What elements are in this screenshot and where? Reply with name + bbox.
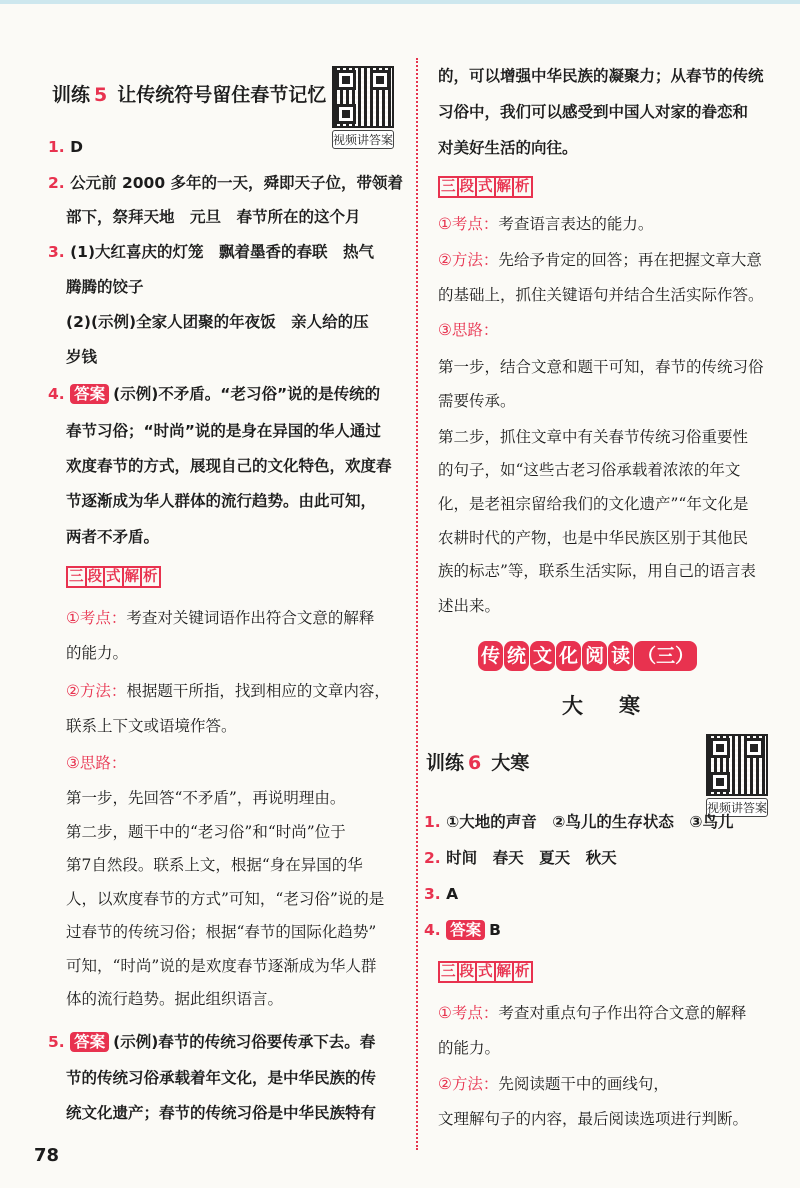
analysis-point: 的能力。: [438, 1039, 501, 1057]
analysis-method: 文理解句子的内容，最后阅读选项进行判断。: [438, 1110, 749, 1128]
title-number: 6: [468, 752, 482, 774]
handwritten-line: 的句子，如“这些古老习俗承载着浓浓的年文: [438, 461, 741, 479]
answer-badge: 答案: [70, 384, 109, 404]
analysis-method: ②方法：先阅读题干中的画线句，: [438, 1075, 669, 1093]
answer-line: 欢度春节的方式，展现自己的文化特色，欢度春: [66, 457, 392, 475]
handwritten-line: 第二步，抓住文章中有关春节传统习俗重要性: [438, 428, 749, 446]
section-subtitle: 大寒: [562, 694, 676, 718]
answer-line: 4. 答案 (示例)不矛盾。“老习俗”说的是传统的: [48, 385, 381, 403]
qr-code-left[interactable]: [332, 66, 394, 149]
answer-line: 3. (1)大红喜庆的灯笼 飘着墨香的春联 热气: [48, 243, 375, 261]
top-edge-bar: [0, 0, 800, 4]
analysis-point: 的能力。: [66, 644, 129, 662]
answer-line: 岁钱: [66, 348, 98, 366]
answer-line: 4. 答案 B: [424, 921, 501, 939]
answer-line: (2)(示例)全家人团聚的年夜饭 亲人给的压: [66, 313, 369, 331]
answer-line: 节的传统习俗承载着年文化，是中华民族的传: [66, 1069, 377, 1087]
answer-line: 对美好生活的向往。: [438, 139, 578, 157]
handwritten-line: 人，以欢度春节的方式”可知，“老习俗”说的是: [66, 890, 385, 908]
analysis-method: ②方法：根据题干所指，找到相应的文章内容，: [66, 682, 390, 700]
qr-label: 视频讲答案: [332, 130, 394, 149]
handwritten-line: 族的标志”等，联系生活实际，用自己的语言表: [438, 562, 756, 580]
handwritten-line: 第7自然段。联系上文，根据“身在异国的华: [66, 856, 363, 874]
analysis-method: ②方法：先给予肯定的回答；再在把握文章大意: [438, 251, 762, 269]
answer-badge: 答案: [446, 920, 485, 940]
answer-line: 2. 时间 春天 夏天 秋天: [424, 849, 617, 867]
title-prefix: 训练: [52, 84, 91, 106]
handwritten-line: 述出来。: [438, 597, 501, 615]
handwritten-line: 可知，“时尚”说的是欢度春节逐渐成为华人群: [66, 957, 377, 975]
qr-code-icon: [332, 66, 394, 128]
answer-line: 5. 答案 (示例)春节的传统习俗要传承下去。春: [48, 1033, 376, 1051]
analysis-label: 三 段 式 解 析: [438, 961, 531, 983]
column-divider: [416, 58, 418, 1150]
handwritten-line: 第一步，结合文意和题干可知，春节的传统习俗: [438, 358, 764, 376]
title-number: 5: [94, 84, 108, 106]
section-banner: 传 统 文 化 阅 读 （三）: [478, 641, 698, 671]
title-text: 让传统符号留住春节记忆: [117, 84, 327, 106]
analysis-label: 三 段 式 解 析: [438, 176, 531, 198]
answer-line: 1. D: [48, 138, 83, 156]
handwritten-line: 第二步，题干中的“老习俗”和“时尚”位于: [66, 823, 346, 841]
answer-badge: 答案: [70, 1032, 109, 1052]
qr-label: 视频讲答案: [706, 798, 768, 817]
handwritten-line: 农耕时代的产物，也是中华民族区别于其他民: [438, 529, 749, 547]
left-section-title: [52, 80, 326, 107]
answer-line: 部下，祭拜天地 元旦 春节所在的这个月: [66, 208, 361, 226]
page-number: 78: [34, 1145, 60, 1166]
answer-line: 腾腾的饺子: [66, 278, 144, 296]
answer-line: 3. A: [424, 885, 459, 903]
answer-line: 的，可以增强中华民族的凝聚力；从春节的传统: [438, 67, 764, 85]
handwritten-line: 化，是老祖宗留给我们的文化遗产”“年文化是: [438, 495, 749, 513]
analysis-point: ①考点：考查对重点句子作出符合文意的解释: [438, 1004, 747, 1022]
answer-line: 统文化遗产；春节的传统习俗是中华民族特有: [66, 1104, 377, 1122]
analysis-label: 三 段 式 解 析: [66, 566, 159, 588]
analysis-point: ①考点：考查语言表达的能力。: [438, 215, 654, 233]
answer-line: 节逐渐成为华人群体的流行趋势。由此可知，: [66, 492, 377, 510]
answer-line: 2. 公元前 2000 多年的一天，舜即天子位，带领着: [48, 174, 404, 192]
right-section-title: [426, 748, 529, 775]
qr-code-right[interactable]: [706, 734, 768, 817]
title-text: 大寒: [491, 752, 530, 774]
title-prefix: 训练: [426, 752, 465, 774]
handwritten-line: 第一步，先回答“不矛盾”，再说明理由。: [66, 789, 346, 807]
handwritten-line: 体的流行趋势。据此组织语言。: [66, 990, 284, 1008]
handwritten-line: 需要传承。: [438, 392, 516, 410]
answer-line: 春节习俗；“时尚”说的是身在异国的华人通过: [66, 422, 381, 440]
qr-code-icon: [706, 734, 768, 796]
analysis-method: 的基础上，抓住关键语句并结合生活实际作答。: [438, 286, 764, 304]
handwritten-line: 过春节的传统习俗；根据“春节的国际化趋势”: [66, 923, 377, 941]
analysis-thought: ③思路：: [438, 321, 499, 339]
analysis-point: ①考点：考查对关键词语作出符合文意的解释: [66, 609, 375, 627]
analysis-thought: ③思路：: [66, 754, 127, 772]
answer-line: 两者不矛盾。: [66, 528, 160, 546]
answer-line: 习俗中，我们可以感受到中国人对家的眷恋和: [438, 103, 749, 121]
analysis-method: 联系上下文或语境作答。: [66, 717, 237, 735]
answer-line: 1. ①大地的声音 ②鸟儿的生存状态 ③鸟儿: [424, 813, 734, 831]
